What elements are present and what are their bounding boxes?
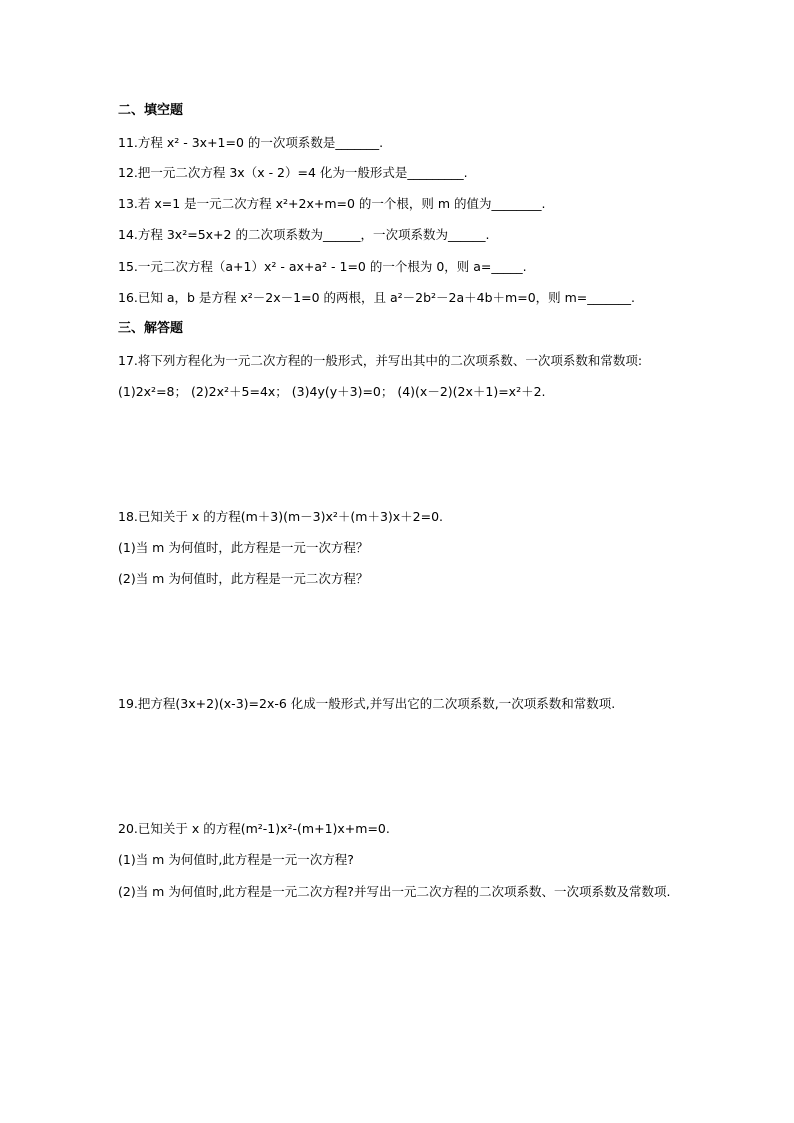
question-20-part-2: (2)当 m 为何值时,此方程是一元二次方程?并写出一元二次方程的二次项系数、一次项系数及常数项. [118, 884, 671, 899]
section-heading-fill-in: 二、填空题 [118, 103, 184, 118]
question-14: 14.方程 3x²=5x+2 的二次项系数为______，一次项系数为______. [118, 227, 490, 242]
question-15: 15.一元二次方程（a+1）x² - ax+a² - 1=0 的一个根为 0，则 a=_____. [118, 259, 527, 274]
question-16: 16.已知 a，b 是方程 x²－2x－1=0 的两根，且 a²－2b²－2a＋4b＋m=0，则 m=_______. [118, 290, 635, 305]
question-11: 11.方程 x² - 3x+1=0 的一次项系数是_______. [118, 135, 384, 150]
question-18-stem: 18.已知关于 x 的方程(m＋3)(m－3)x²＋(m＋3)x＋2=0. [118, 509, 444, 524]
question-17-parts: (1)2x²=8； (2)2x²＋5=4x； (3)4y(y＋3)=0； (4)(x－2)(2x＋1)=x²＋2. [118, 384, 546, 399]
question-20-stem: 20.已知关于 x 的方程(m²-1)x²-(m+1)x+m=0. [118, 821, 390, 836]
question-20-part-1: (1)当 m 为何值时,此方程是一元一次方程? [118, 852, 354, 867]
question-12: 12.把一元二次方程 3x（x - 2）=4 化为一般形式是_________. [118, 165, 468, 180]
question-17-stem: 17.将下列方程化为一元二次方程的一般形式，并写出其中的二次项系数、一次项系数和常数项: [118, 353, 643, 368]
section-heading-answer: 三、解答题 [118, 321, 184, 336]
question-18-part-2: (2)当 m 为何值时，此方程是一元二次方程？ [118, 571, 369, 586]
question-18-part-1: (1)当 m 为何值时，此方程是一元一次方程？ [118, 540, 369, 555]
question-13: 13.若 x=1 是一元二次方程 x²+2x+m=0 的一个根，则 m 的值为________. [118, 196, 546, 211]
question-19-stem: 19.把方程(3x+2)(x-3)=2x-6 化成一般形式,并写出它的二次项系数,一次项系数和常数项. [118, 696, 616, 711]
